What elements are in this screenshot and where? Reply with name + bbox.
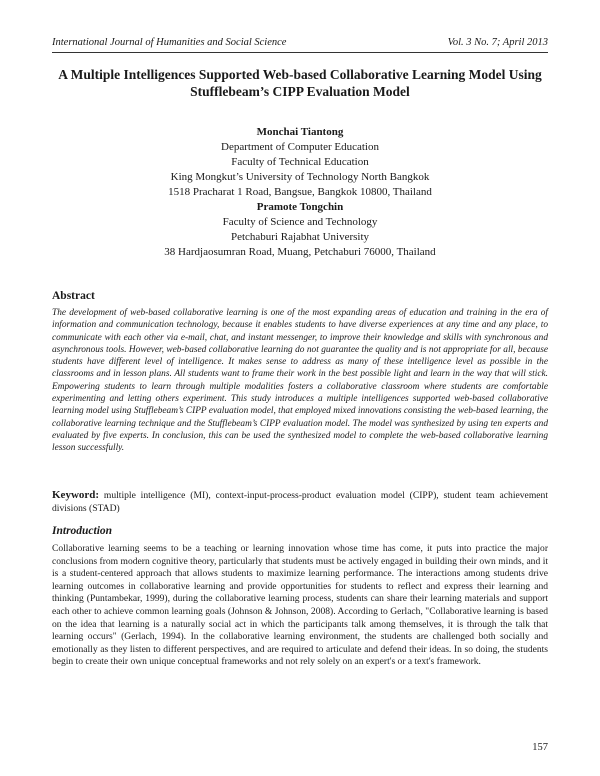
abstract-text: The development of web-based collaborative learning is one of the most expanding areas of education and training in the era of information and communication technology, because it enables students to have diverse experiences at any time and any place, to communicate with each other via e-mail, chat, and instant messenger, to improve their knowledge and skills with synchronous and asynchronous tools. However, web-based collaborative learning do not guarantee the quality and is not appropriate for all, because students have different level of intelligence. It makes sense to address as many of these intelligence level as possible in the classrooms and in lesson plans. All students want to frame their work in the best possible light and learn in the way that will stick. Empowering students to learn through multiple modalities fosters a collaborative classroom where students are comfortable experimenting and letting others experiment. This study introduces a multiple intelligences supported web-based collaborative learning model using Stufflebeam’s CIPP evaluation model, that employed mixed innovations consisting the web-based learning, the collaborative learning technique and the Stufflebeam’s CIPP evaluation model. The model was synthesized by using ten experts and evaluated by five experts. In conclusion, this can be used the synthesized model to complete the web-based collaborative learning lesson successfully.	[52, 308, 548, 454]
affiliation-line: 38 Hardjaosumran Road, Muang, Petchaburi 76000, Thailand	[164, 246, 436, 258]
keyword-label: Keyword:	[52, 489, 100, 501]
volume-issue: Vol. 3 No. 7; April 2013	[447, 37, 548, 48]
introduction-text: Collaborative learning seems to be a teaching or learning innovation whose time has come, it puts into practice the major conclusions from modern cognitive theory, particularly that students must be actively engaged in building their own minds, and it is a student-centered approach that allows students to maximize learning performance. The interactions among students drive learning outcomes in collaborative learning and provide opportunities for students to reflect and express their learning and thinking (Puntambekar, 1999), during the collaborative learning process, students can share their learning materials and support each other to achieve common learning goals (Johnson & Johnson, 2008). According to Gerlach, "Collaborative learning is based on the idea that learning is a naturally social act in which the participants talk among themselves, it is through the talk that learning occurs" (Gerlach, 1994). In the collaborative learning environment, the students are challenged both socially and emotionally as they listen to different perspectives, and are required to articulate and defend their ideas. In so doing, the students begin to create their own unique conceptual frameworks and not rely solely on an expert's or a text's framework.	[52, 543, 548, 668]
title-line-2: Stufflebeam’s CIPP Evaluation Model	[190, 84, 410, 99]
introduction-heading: Introduction	[52, 525, 113, 537]
abstract-heading: Abstract	[52, 290, 95, 302]
author-name: Monchai Tiantong	[256, 126, 344, 138]
author-block-2	[52, 200, 548, 260]
author-name: Pramote Tongchin	[256, 201, 344, 213]
author-block-1	[52, 125, 548, 200]
affiliation-line: 1518 Pracharat 1 Road, Bangsue, Bangkok 10800, Thailand	[168, 186, 432, 198]
keywords	[52, 489, 548, 515]
running-header	[52, 37, 548, 51]
affiliation-line: King Mongkut’s University of Technology North Bangkok	[170, 171, 430, 183]
header-rule	[52, 52, 548, 53]
title-line-1: A Multiple Intelligences Supported Web-based Collaborative Learning Model Using	[58, 67, 542, 82]
affiliation-line: Faculty of Science and Technology	[222, 216, 378, 228]
affiliation-line: Faculty of Technical Education	[231, 156, 369, 168]
page-number: 157	[532, 742, 548, 753]
affiliation-line: Petchaburi Rajabhat University	[230, 231, 370, 243]
journal-name: International Journal of Humanities and Social Science	[52, 37, 287, 48]
affiliation-line: Department of Computer Education	[221, 141, 379, 153]
paper-title	[40, 66, 560, 100]
keyword-text: multiple intelligence (MI), context-input-process-product evaluation model (CIPP), student team achievement divisions (STAD)	[52, 490, 548, 514]
